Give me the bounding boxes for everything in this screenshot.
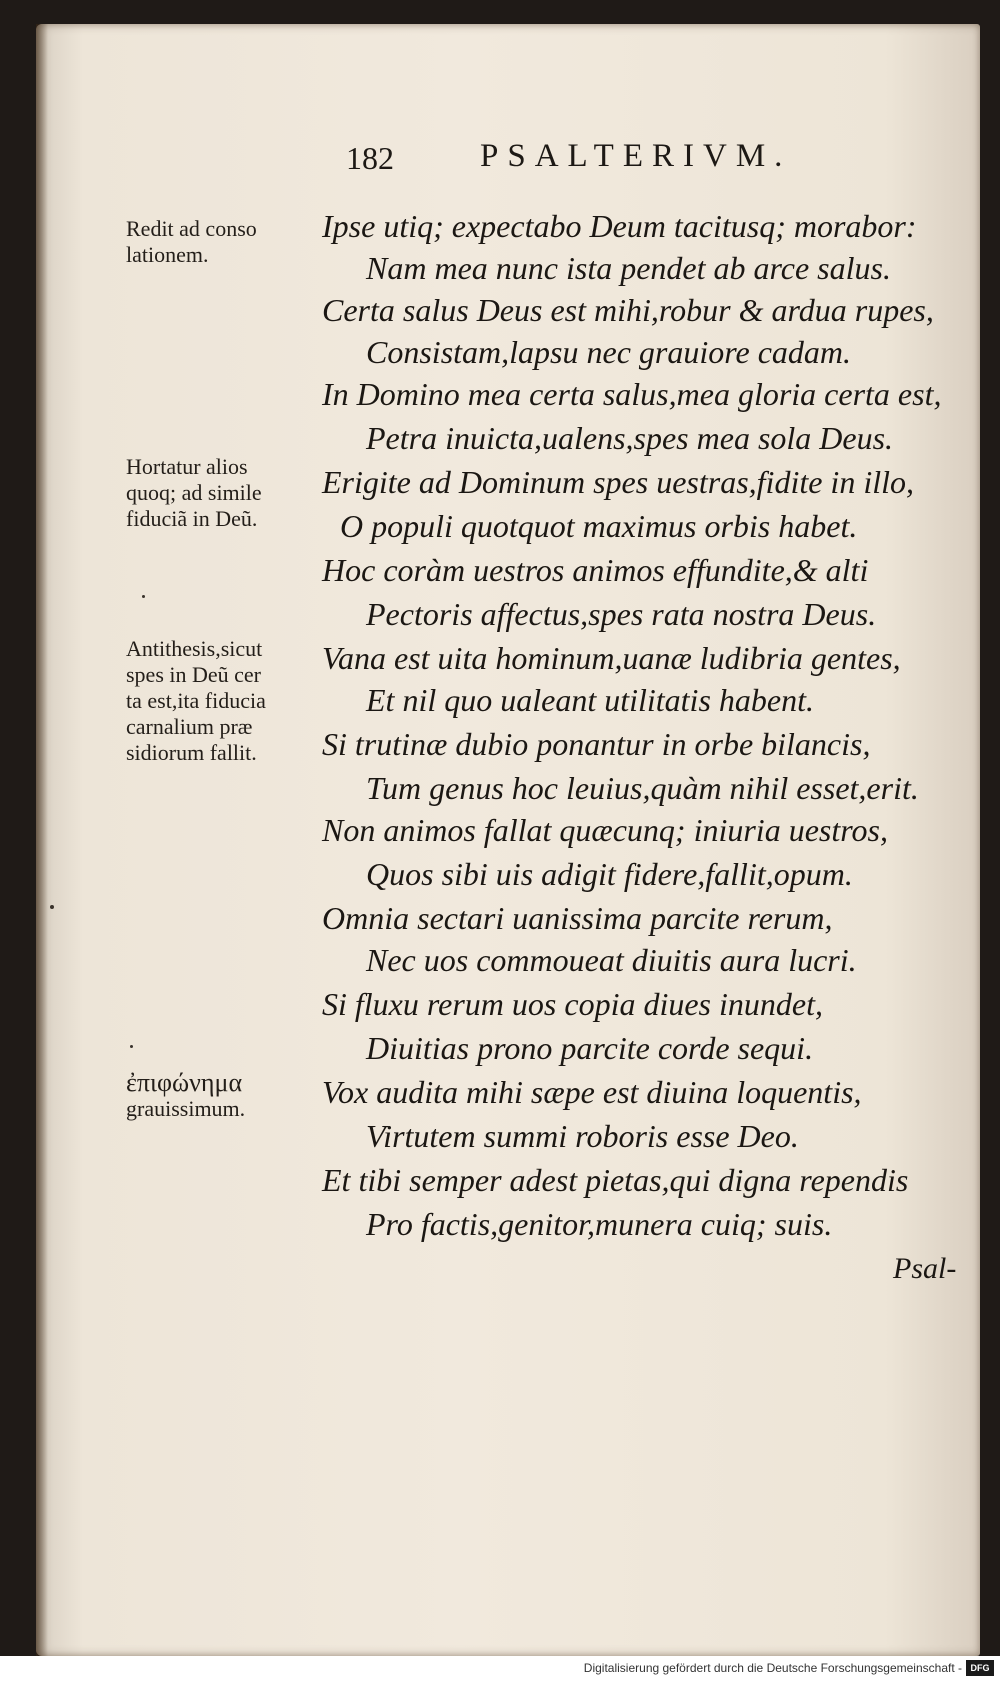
- verse-line: Tum genus hoc leuius,quàm nihil esset,erit.: [366, 770, 919, 806]
- margin-note-line: Antithesis,sicut: [126, 636, 263, 661]
- running-title: PSALTERIVM.: [480, 138, 792, 174]
- paper-speck: [142, 595, 145, 598]
- catchword: Psal-: [893, 1252, 957, 1285]
- verse-line: Consistam,lapsu nec grauiore cadam.: [366, 334, 852, 370]
- verse-line: Pro factis,genitor,munera cuiq; suis.: [366, 1206, 833, 1242]
- margin-note-line: carnalium præ: [126, 714, 253, 739]
- verse-line: Pectoris affectus,spes rata nostra Deus.: [366, 596, 877, 632]
- verse-line: Hoc coràm uestros animos effundite,& alti: [322, 552, 869, 588]
- verse-line: Erigite ad Dominum spes uestras,fidite in illo,: [322, 464, 914, 500]
- verse-line: Petra inuicta,ualens,spes mea sola Deus.: [366, 420, 894, 456]
- margin-note-line: lationem.: [126, 242, 209, 267]
- margin-note-line: quoq; ad simile: [126, 480, 262, 505]
- verse-line: Quos sibi uis adigit fidere,fallit,opum.: [366, 856, 853, 892]
- paper-speck: [130, 1045, 133, 1048]
- verse-line: Si fluxu rerum uos copia diues inundet,: [322, 986, 823, 1022]
- margin-note-line: ta est,ita fiducia: [126, 688, 266, 713]
- margin-note: [126, 1070, 316, 1122]
- verse-line: Certa salus Deus est mihi,robur & ardua rupes,: [322, 292, 934, 328]
- running-head: [0, 134, 1000, 184]
- page-number: 182: [346, 140, 394, 176]
- verse-line: Vox audita mihi sæpe est diuina loquentis,: [322, 1074, 862, 1110]
- margin-note-line: sidiorum fallit.: [126, 740, 257, 765]
- paper-speck: [50, 905, 54, 909]
- verse-line: In Domino mea certa salus,mea gloria certa est,: [322, 376, 942, 412]
- verse-line: Vana est uita hominum,uanæ ludibria gentes,: [322, 640, 901, 676]
- funding-credit: Digitalisierung gefördert durch die Deutsche Forschungsgemeinschaft -: [583, 1661, 962, 1675]
- verse-line: Nam mea nunc ista pendet ab arce salus.: [366, 250, 891, 286]
- verse-line: Nec uos commoueat diuitis aura lucri.: [366, 942, 857, 978]
- verse-line: Et nil quo ualeant utilitatis habent.: [366, 682, 814, 718]
- margin-note-line: Hortatur alios: [126, 454, 248, 479]
- margin-note-line: fiduciã in Deũ.: [126, 506, 258, 531]
- verse-line: Non animos fallat quæcunq; iniuria uestros,: [322, 812, 888, 848]
- gutter-shadow: [36, 24, 48, 1656]
- margin-note-line: ἐπιφώνημα: [126, 1068, 243, 1097]
- verse-line: Si trutinæ dubio ponantur in orbe bilancis,: [322, 726, 871, 762]
- margin-note: [126, 454, 316, 532]
- margin-note-line: spes in Deũ cer: [126, 662, 262, 687]
- verse-line: O populi quotquot maximus orbis habet.: [340, 508, 858, 544]
- dfg-logo: DFG: [966, 1660, 994, 1676]
- margin-note-line: Redit ad conso: [126, 216, 257, 241]
- margin-note: [126, 216, 316, 268]
- verse-line: Et tibi semper adest pietas,qui digna rependis: [322, 1162, 909, 1198]
- digitization-footer: [0, 1656, 1000, 1682]
- margin-note-line: grauissimum.: [126, 1096, 246, 1121]
- verse-line: Diuitias prono parcite corde sequi.: [366, 1030, 814, 1066]
- verse-line: Ipse utiq; expectabo Deum tacitusq; morabor:: [322, 208, 917, 244]
- margin-note: [126, 636, 316, 766]
- verse-line: Omnia sectari uanissima parcite rerum,: [322, 900, 833, 936]
- verse-line: Virtutem summi roboris esse Deo.: [366, 1118, 799, 1154]
